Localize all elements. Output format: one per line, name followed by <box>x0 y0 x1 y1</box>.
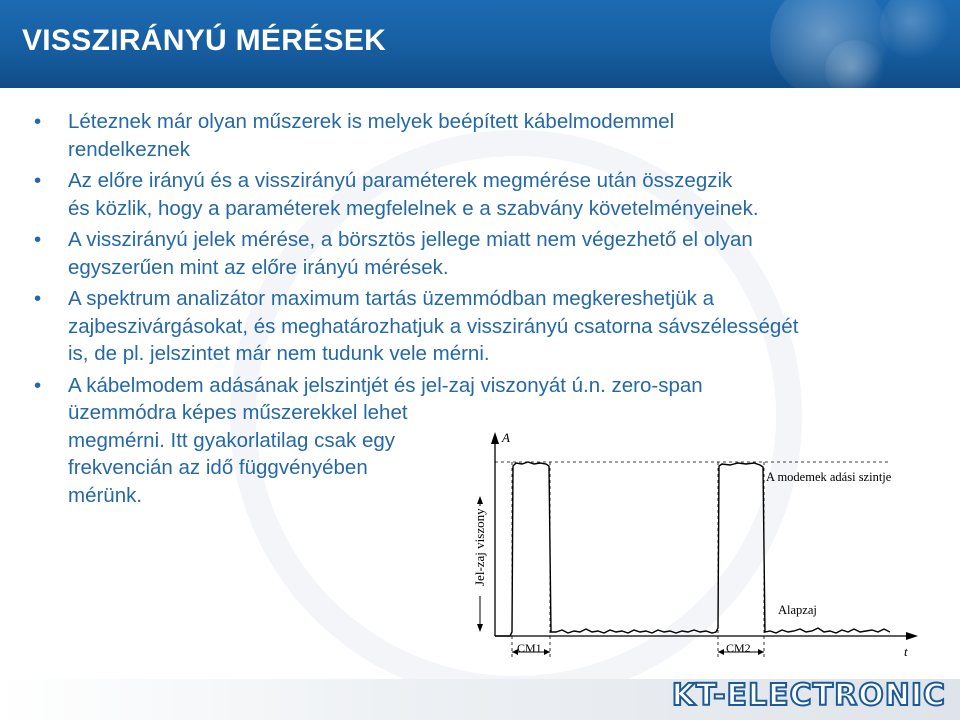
bullet-text: A spektrum analizátor maximum tartás üzemmódban megkereshetjük a zajbeszivárgásokat, és meghatározhatjuk a visszirányú csatorna sávszélességét is, de pl. jelszintet már nem tudunk vele mérni. <box>68 287 799 365</box>
company-logo: KT-ELECTRONIC <box>671 678 946 713</box>
signal-trace <box>495 462 890 636</box>
bullet-dot: • <box>34 287 42 310</box>
right-arrow-icon <box>544 649 550 655</box>
burst1-label: CM1 <box>517 641 542 655</box>
y-axis-label: Jel-zaj viszony <box>472 508 487 586</box>
x-axis-arrow-icon <box>906 632 918 640</box>
bullet-dot: • <box>34 228 42 251</box>
left-arrow-icon <box>718 649 724 655</box>
y-axis-letter: A <box>502 430 510 445</box>
bullet-text: A visszirányú jelek mérése, a börsztös jellege miatt nem végezhető el olyan egyszerűen mint az előre irányú mérések. <box>68 228 753 279</box>
burst2-label: CM2 <box>726 641 751 655</box>
noise-floor-label: Alapzaj <box>778 603 817 617</box>
bullet-item <box>32 108 892 163</box>
bullet-dot: • <box>34 373 42 397</box>
transmit-level-label: A modemek adási szintje <box>766 470 892 484</box>
decorative-orb <box>880 0 950 60</box>
bullet-text: Léteznek már olyan műszerek is melyek beépített kábelmodemmel rendelkeznek <box>68 110 675 161</box>
bullet-text: A kábelmodem adásának jelszintjét és jel-zaj viszonyát ú.n. zero-span üzemmódra képes műszerekkel lehet megmérni. Itt gyakorlatilag csak egy frekvencián az idő függvényében mérünk. <box>68 373 703 507</box>
y-axis-arrow-icon <box>491 432 499 444</box>
title-bar <box>0 0 960 88</box>
bullet-item <box>32 285 892 368</box>
bullet-dot: • <box>34 169 42 192</box>
zero-span-figure <box>460 418 920 680</box>
bullet-dot: • <box>34 110 42 133</box>
right-arrow-icon <box>758 649 764 655</box>
x-axis-letter: t <box>904 644 908 659</box>
slide-title: VISSZIRÁNYÚ MÉRÉSEK <box>22 24 387 57</box>
down-arrow-icon <box>477 624 483 632</box>
bullet-item <box>32 226 892 281</box>
bullet-text: Az előre irányú és a visszirányú paraméterek megmérése után összegzik és közlik, hogy a paraméterek megfelelnek e a szabvány követelményeinek. <box>68 169 759 220</box>
up-arrow-icon <box>477 496 483 504</box>
bullet-item <box>32 167 892 222</box>
